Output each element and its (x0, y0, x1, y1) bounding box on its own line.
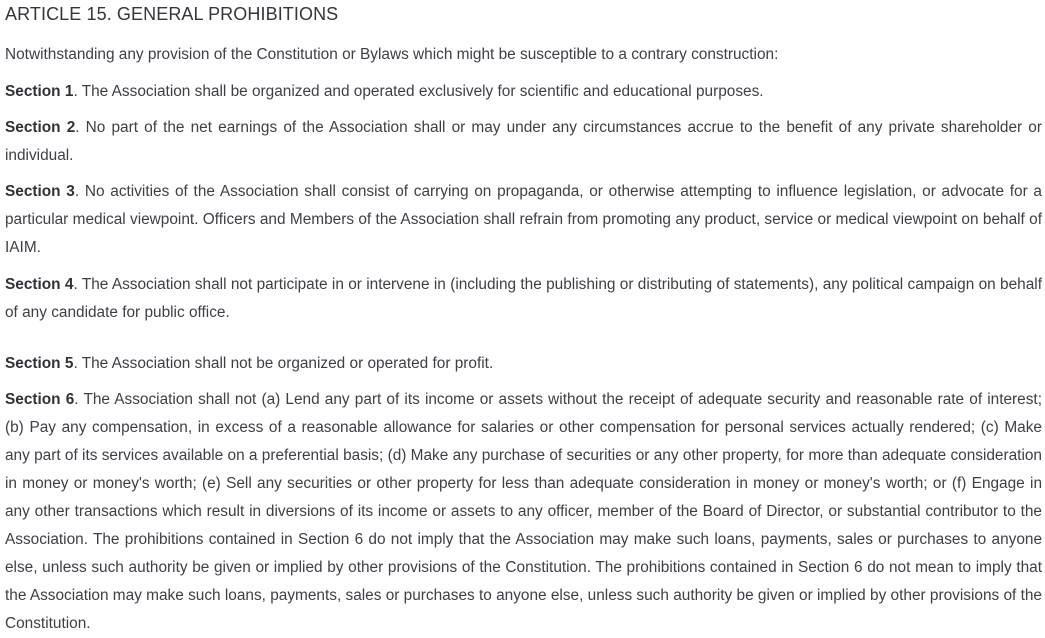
section-5 (5, 350, 1042, 378)
section-2-text: . No part of the net earnings of the Association shall or may under any circumstances accrue to the benefit of any private shareholder or individual. (5, 119, 1042, 164)
article-intro: Notwithstanding any provision of the Constitution or Bylaws which might be susceptible to a contrary construction: (5, 46, 779, 63)
section-1-text: . The Association shall be organized and operated exclusively for scientific and educational purposes. (73, 83, 764, 100)
section-3-label: Section 3 (5, 183, 75, 200)
section-4-text: . The Association shall not participate in or intervene in (including the publishing or distributing of statements), any political campaign on behalf of any candidate for public office. (5, 276, 1042, 321)
article-title: ARTICLE 15. GENERAL PROHIBITIONS (5, 4, 339, 24)
section-4-label: Section 4 (5, 276, 74, 293)
section-4 (5, 271, 1042, 327)
section-3 (5, 178, 1042, 262)
section-3-text: . No activities of the Association shall consist of carrying on propaganda, or otherwise attempting to influence legislation, or advocate for a particular medical viewpoint. Officers and Members of the Association shall refrain from promoting any product, service or medical viewpoint on behalf of IAIM. (5, 183, 1042, 256)
section-1 (5, 78, 1042, 106)
section-5-text: . The Association shall not be organized or operated for profit. (73, 355, 494, 372)
section-2 (5, 114, 1042, 170)
section-2-label: Section 2 (5, 119, 76, 136)
section-6-label: Section 6 (5, 391, 75, 408)
section-5-label: Section 5 (5, 355, 74, 372)
section-6 (5, 386, 1042, 638)
section-6-text: . The Association shall not (a) Lend any part of its income or assets without the receipt of adequate security and reasonable rate of interest; (b) Pay any compensation, in excess of a reasonable allowance for salaries or other compensation for personal services actually rendered; (c) Make any part of its services available on a preferential basis; (d) Make any purchase of securities or any other property, for more than adequate consideration in money or money's worth; (e) Sell any securities or other property for less than adequate consideration in money or money's worth; or (f) Engage in any other transactions which result in diversions of its income or assets to any officer, member of the Board of Director, or substantial contributor to the Association. The prohibitions contained in Section 6 do not imply that the Association may make such loans, payments, sales or purchases to anyone else, unless such authority be given or implied by other provisions of the Constitution. The prohibitions contained in Section 6 do not mean to imply that the Association may make such loans, payments, sales or purchases to anyone else, unless such authority be given or implied by other provisions of the Constitution. (5, 391, 1042, 632)
section-1-label: Section 1 (5, 83, 74, 100)
